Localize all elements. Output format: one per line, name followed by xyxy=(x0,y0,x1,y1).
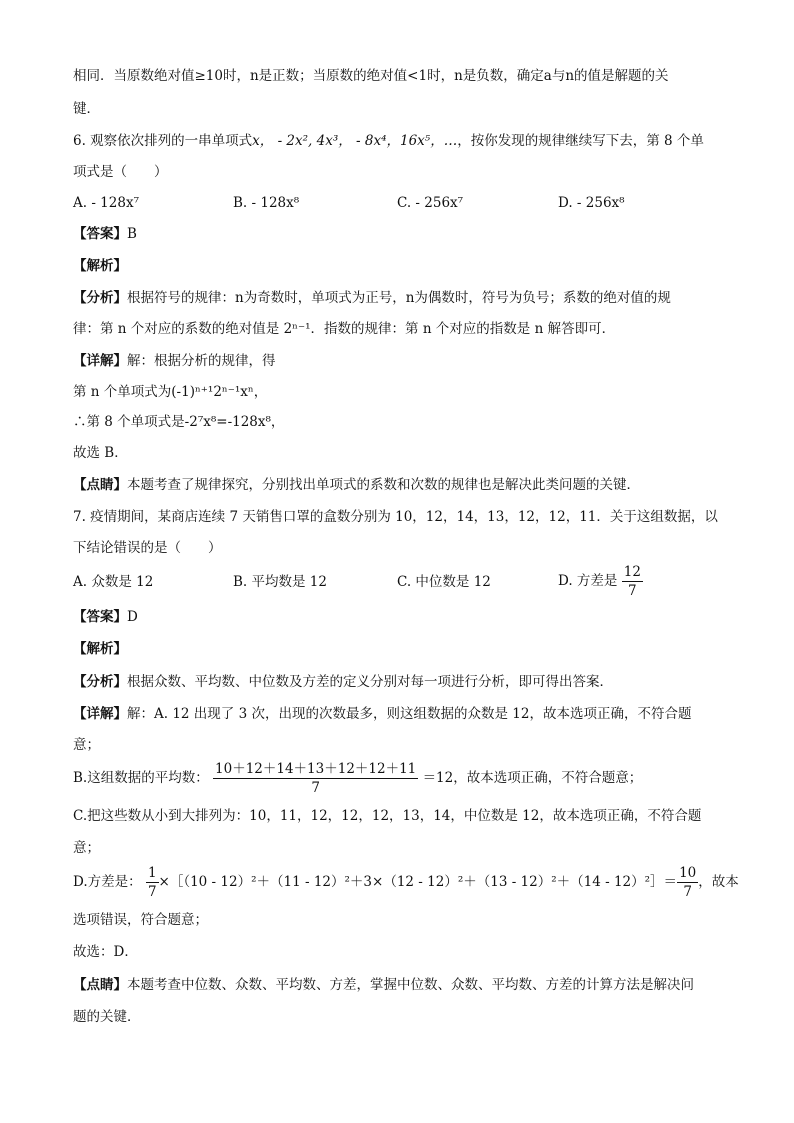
xiangjie-tag: 【详解】 xyxy=(73,706,127,722)
q7-xiangjie-a-line-1 xyxy=(73,704,691,724)
fraction-numerator: 1 xyxy=(147,865,157,881)
q7-xiangjie-c-line-1: C.把这些数从小到大排列为：10，11，12，12，12，13，14，中位数是 12，故本选项正确，不符合题 xyxy=(73,808,702,824)
q6-dianjing-text: 本题考查了规律探究，分别找出单项式的系数和次数的规律也是解决此类问题的关键． xyxy=(127,477,640,493)
q7-xiangjie-a-line-2: 意； xyxy=(73,737,100,753)
fenxi-tag: 【分析】 xyxy=(73,674,127,690)
q7-variance-fraction-1 xyxy=(146,865,159,900)
q6-xiangjie-line-4: 故选 B． xyxy=(73,445,128,461)
q7-analysis-tag: 【解析】 xyxy=(73,641,127,657)
q7-d-suffix: ，故本 xyxy=(698,874,739,890)
fraction-denominator: 7 xyxy=(213,778,418,796)
q6-answer-value: B xyxy=(127,226,137,242)
q6-fenxi-line-1 xyxy=(73,288,671,308)
q7-stem-line-1: 7. 疫情期间，某商店连续 7 天销售口罩的盒数分别为 10，12，14，13，12，12，11．关于这组数据，以 xyxy=(73,509,718,525)
q7-option-b: B. 平均数是 12 xyxy=(233,574,327,590)
q7-dianjing-line-2: 题的关键． xyxy=(73,1009,141,1025)
q6-stem-line-2: 项式是（ ） xyxy=(73,164,168,180)
prev-solution-line-2: 键． xyxy=(73,101,100,117)
q6-xiangjie-line-2: 第 n 个单项式为(-1)ⁿ⁺¹2ⁿ⁻¹xⁿ， xyxy=(73,384,268,400)
dianjing-tag: 【点睛】 xyxy=(73,977,127,993)
fraction-denominator: 7 xyxy=(677,882,698,900)
fraction-denominator: 7 xyxy=(147,884,157,900)
q7-fenxi xyxy=(73,672,613,692)
q7-xiangjie-a-text: 解：A. 12 出现了 3 次，出现的次数最多，则这组数据的众数是 12，故本选项正确，不符合题 xyxy=(127,706,692,722)
dianjing-tag: 【点睛】 xyxy=(73,477,127,493)
q7-answer-value: D xyxy=(127,609,138,625)
q6-xiangjie-line-1 xyxy=(73,351,276,371)
fraction-numerator: 10 xyxy=(679,865,697,881)
q6-stem-a: 6. 观察依次排列的一串单项式 xyxy=(73,133,253,149)
q6-dianjing xyxy=(73,475,640,495)
q7-option-d-fraction xyxy=(622,564,643,599)
q7-stem-line-2: 下结论错误的是（ ） xyxy=(73,540,222,556)
q7-option-a: A. 众数是 12 xyxy=(73,574,154,590)
fraction-numerator: 10＋12＋14＋13＋12＋12＋11 xyxy=(215,761,417,777)
q7-mean-fraction xyxy=(213,761,418,796)
q6-analysis-tag: 【解析】 xyxy=(73,258,127,274)
q7-d-prefix: D.方差是： xyxy=(73,874,142,890)
q6-stem-line-1 xyxy=(73,131,704,151)
q7-xiangjie-c-line-2: 意； xyxy=(73,840,100,856)
q6-xiangjie-text-1: 解：根据分析的规律，得 xyxy=(127,353,276,369)
xiangjie-tag: 【详解】 xyxy=(73,353,127,369)
answer-tag: 【答案】 xyxy=(73,226,127,242)
q7-answer xyxy=(73,607,138,627)
q7-choose: 故选：D． xyxy=(73,944,138,960)
q6-option-a: A. - 128x⁷ xyxy=(73,195,139,211)
q7-b-suffix: ＝12，故本选项正确，不符合题意； xyxy=(422,770,643,786)
fraction-numerator: 12 xyxy=(623,564,641,580)
q7-d-middle: ×［（10 - 12）²＋（11 - 12）²＋3×（12 - 12）²＋（13 - 12）²＋（14 - 12）²］＝ xyxy=(158,874,678,890)
q7-b-prefix: B.这组数据的平均数： xyxy=(73,770,209,786)
q7-option-d xyxy=(558,562,643,600)
q7-fenxi-text: 根据众数、平均数、中位数及方差的定义分别对每一项进行分析，即可得出答案． xyxy=(127,674,613,690)
q6-option-c: C. - 256x⁷ xyxy=(397,195,464,211)
q7-variance-fraction-2 xyxy=(677,865,698,900)
q6-option-d: D. - 256x⁸ xyxy=(558,195,625,211)
q7-xiangjie-d-line-2: 选项错误，符合题意； xyxy=(73,912,208,928)
q6-answer xyxy=(73,224,137,244)
q7-option-c: C. 中位数是 12 xyxy=(397,574,491,590)
q7-option-d-text: D. 方差是 xyxy=(558,573,618,589)
q6-stem-b: ，按你发现的规律继续写下去，第 8 个单 xyxy=(457,133,704,149)
q7-dianjing-text-1: 本题考查中位数、众数、平均数、方差，掌握中位数、众数、平均数、方差的计算方法是解决问 xyxy=(127,977,694,993)
q6-option-b: B. - 128x⁸ xyxy=(233,195,300,211)
answer-tag: 【答案】 xyxy=(73,609,127,625)
q7-xiangjie-d-line-1 xyxy=(73,862,739,902)
prev-solution-line-1: 相同．当原数绝对值≥10时，n是正数；当原数的绝对值<1时，n是负数，确定a与n的值是解题的关 xyxy=(73,68,669,84)
q7-xiangjie-b xyxy=(73,758,642,798)
q6-sequence: x， - 2x², 4x³， - 8x⁴，16x⁵，… xyxy=(252,133,458,149)
q7-dianjing-line-1 xyxy=(73,975,694,995)
fenxi-tag: 【分析】 xyxy=(73,290,127,306)
fraction-denominator: 7 xyxy=(622,581,643,599)
q6-fenxi-text-1: 根据符号的规律：n为奇数时，单项式为正号，n为偶数时，符号为负号；系数的绝对值的规 xyxy=(127,290,671,306)
q6-xiangjie-line-3: ∴第 8 个单项式是-2⁷x⁸=-128x⁸， xyxy=(73,414,285,430)
q6-fenxi-line-2: 律：第 n 个对应的系数的绝对值是 2ⁿ⁻¹．指数的规律：第 n 个对应的指数是 n 解答即可． xyxy=(73,321,616,337)
